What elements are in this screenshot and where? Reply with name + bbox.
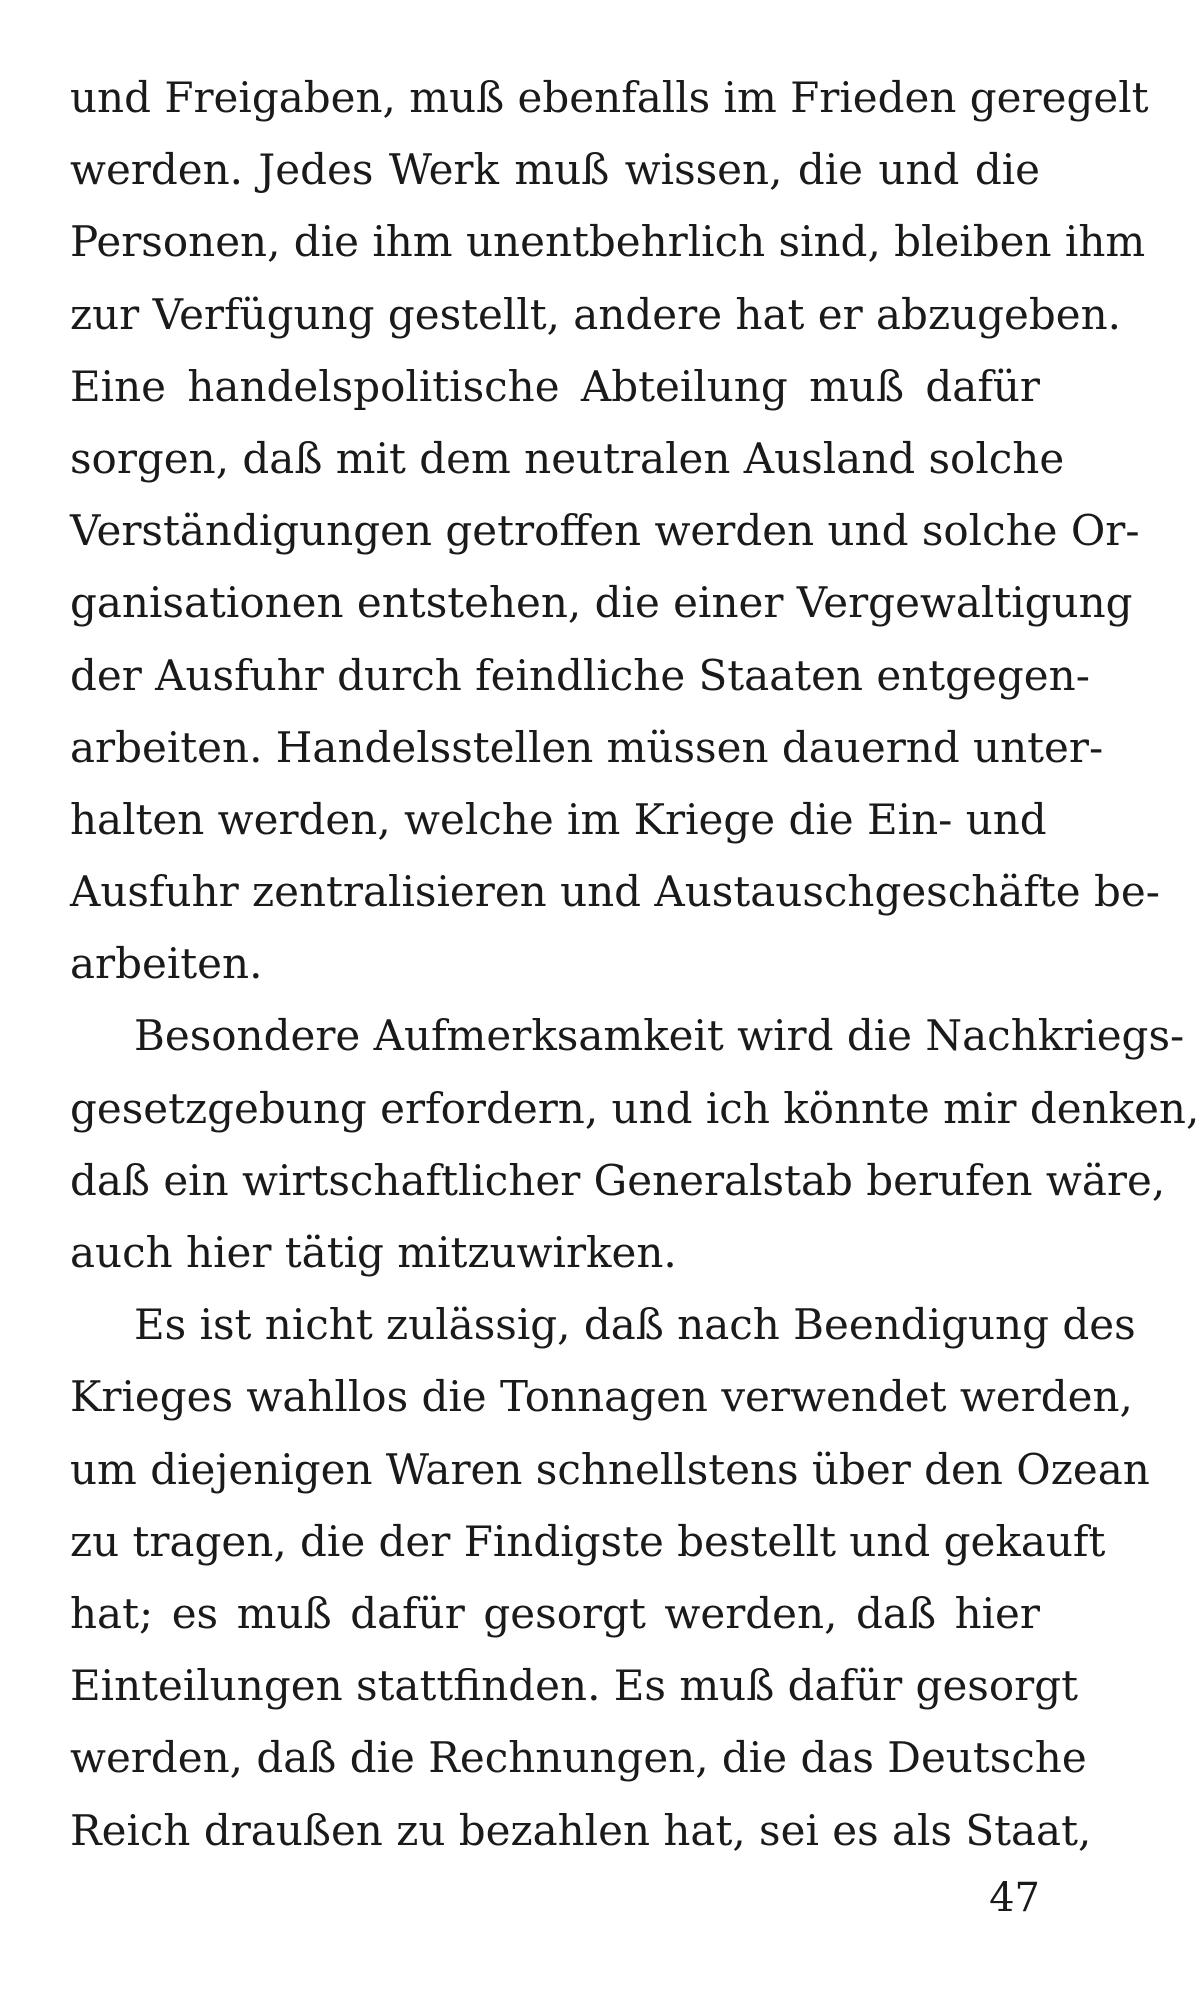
- text-line: daß ein wirtschaftlicher Generalstab berufen wäre,: [70, 1155, 1166, 1205]
- text-line: Es ist nicht zulässig, daß nach Beendigung des: [134, 1300, 1136, 1350]
- text-line: arbeiten. Handelsstellen müssen dauernd unter-: [70, 722, 1104, 772]
- text-line: sorgen, daß mit dem neutralen Ausland solche: [70, 433, 1065, 483]
- text-line: Verständigungen getroffen werden und solche Or-: [70, 506, 1140, 556]
- text-line: und Freigaben, muß ebenfalls im Frieden geregelt: [70, 73, 1149, 122]
- text-line: halten werden, welche im Kriege die Ein- und: [70, 794, 1047, 844]
- text-line: Ausfuhr zentralisieren und Austauschgeschäfte be-: [70, 867, 1160, 917]
- page-number: 47: [989, 1875, 1040, 1921]
- text-line: ganisationen entstehen, die einer Vergewaltigung: [70, 578, 1133, 628]
- text-line: Personen, die ihm unentbehrlich sind, bleiben ihm: [70, 217, 1146, 267]
- text-line: auch hier tätig mitzuwirken.: [70, 1228, 677, 1277]
- text-line: gesetzgebung erfordern, und ich könnte mir denken,: [70, 1083, 1199, 1133]
- text-line: zu tragen, die der Findigste bestellt und gekauft: [70, 1516, 1106, 1566]
- text-line: zur Verfügung gestellt, andere hat er abzugeben.: [70, 289, 1122, 339]
- text-line: arbeiten.: [70, 939, 263, 989]
- text-line: der Ausfuhr durch feindliche Staaten entgegen-: [70, 650, 1090, 700]
- text-line: Eine handelspolitische Abteilung muß dafür: [70, 361, 1040, 411]
- text-line: werden. Jedes Werk muß wissen, die und die: [70, 145, 1040, 195]
- text-line: Einteilungen stattfinden. Es muß dafür gesorgt: [70, 1661, 1078, 1711]
- body-text: [70, 62, 1199, 1867]
- text-line: Besondere Aufmerksamkeit wird die Nachkriegs-: [134, 1011, 1185, 1061]
- text-line: um diejenigen Waren schnellstens über den Ozean: [70, 1444, 1150, 1494]
- text-line: hat; es muß dafür gesorgt werden, daß hier: [70, 1588, 1040, 1638]
- text-line: Reich draußen zu bezahlen hat, sei es als Staat,: [70, 1805, 1092, 1855]
- text-line: Krieges wahllos die Tonnagen verwendet werden,: [70, 1372, 1133, 1422]
- text-line: werden, daß die Rechnungen, die das Deutsche: [70, 1733, 1087, 1783]
